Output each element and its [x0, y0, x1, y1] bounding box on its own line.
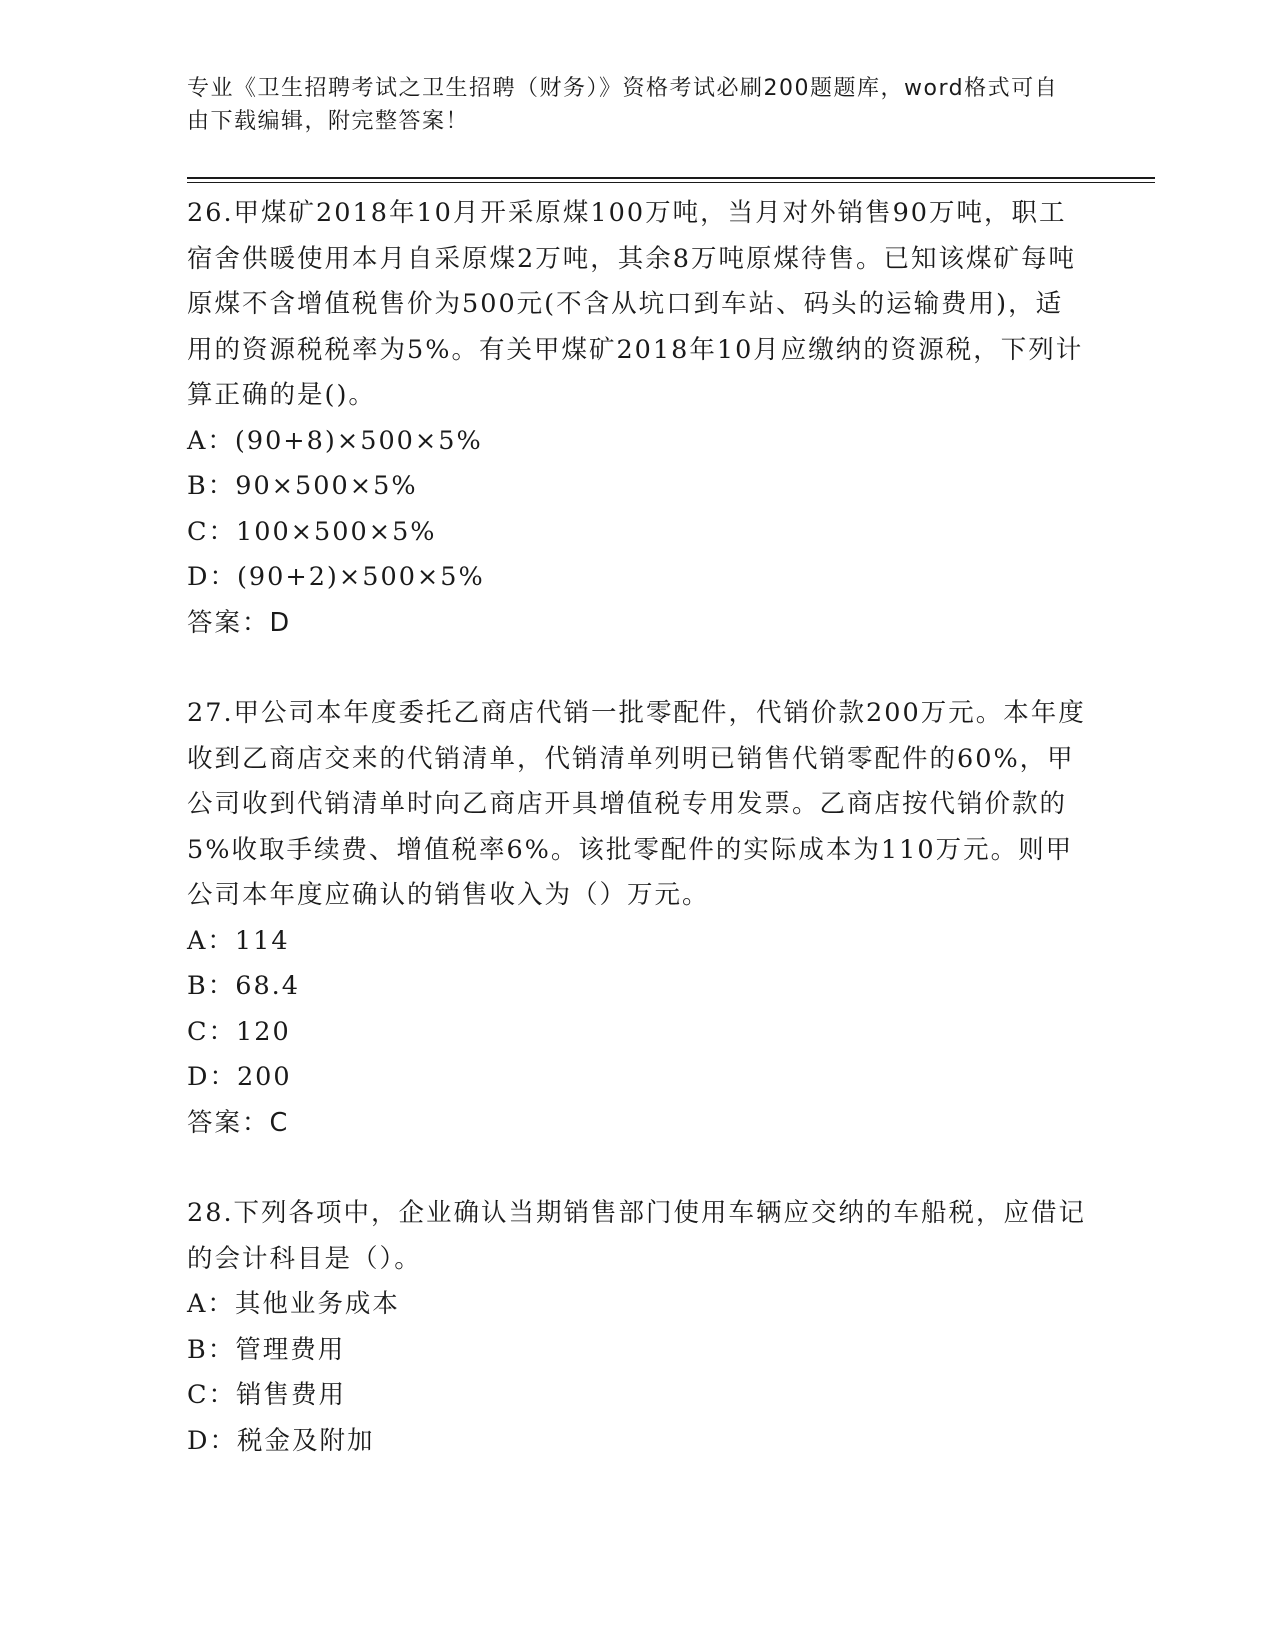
- option-c: C：100×500×5%: [187, 516, 437, 547]
- question-27: [187, 691, 1087, 1146]
- answer: 答案：C: [187, 1107, 290, 1138]
- question-stem: 28.下列各项中，企业确认当期销售部门使用车辆应交纳的车船税，应借记的会计科目是（）。: [187, 1198, 1087, 1274]
- option-b: B：管理费用: [187, 1334, 346, 1365]
- option-b: B：90×500×5%: [187, 471, 418, 501]
- document-header: 专业《卫生招聘考试之卫生招聘（财务）》资格考试必刷200题题库，word格式可自由下载编辑，附完整答案！: [187, 76, 1059, 134]
- header-divider-thin: [187, 182, 1155, 183]
- question-list: [187, 191, 1087, 1464]
- option-c: C：120: [187, 1016, 291, 1047]
- option-a: A：(90+8)×500×5%: [187, 425, 483, 456]
- option-a: A：其他业务成本: [187, 1289, 400, 1319]
- option-d: D：税金及附加: [187, 1425, 375, 1456]
- question-stem: 27.甲公司本年度委托乙商店代销一批零配件，代销价款200万元。本年度收到乙商店交来的代销清单，代销清单列明已销售代销零配件的60%，甲公司收到代销清单时向乙商店开具增值税专用发票。乙商店按代销价款的5%收取手续费、增值税率6%。该批零配件的实际成本为110万元。则甲公司本年度应确认的销售收入为（）万元。: [187, 698, 1086, 910]
- header-divider-thick: [187, 177, 1155, 179]
- question-stem: 26.甲煤矿2018年10月开采原煤100万吨，当月对外销售90万吨，职工宿舍供暖使用本月自采原煤2万吨，其余8万吨原煤待售。已知该煤矿每吨原煤不含增值税售价为500元(不含从坑口到车站、码头的运输费用)，适用的资源税税率为5%。有关甲煤矿2018年10月应缴纳的资源税，下列计算正确的是()。: [187, 198, 1084, 410]
- option-d: D：200: [187, 1062, 292, 1092]
- option-b: B：68.4: [187, 971, 301, 1001]
- answer: 答案：D: [187, 607, 292, 638]
- option-c: C：销售费用: [187, 1380, 347, 1410]
- option-d: D：(90+2)×500×5%: [187, 562, 485, 592]
- question-gap: [187, 1146, 1087, 1191]
- question-28: [187, 1191, 1087, 1464]
- question-gap: [187, 646, 1087, 691]
- option-a: A：114: [187, 925, 290, 956]
- question-26: [187, 191, 1087, 646]
